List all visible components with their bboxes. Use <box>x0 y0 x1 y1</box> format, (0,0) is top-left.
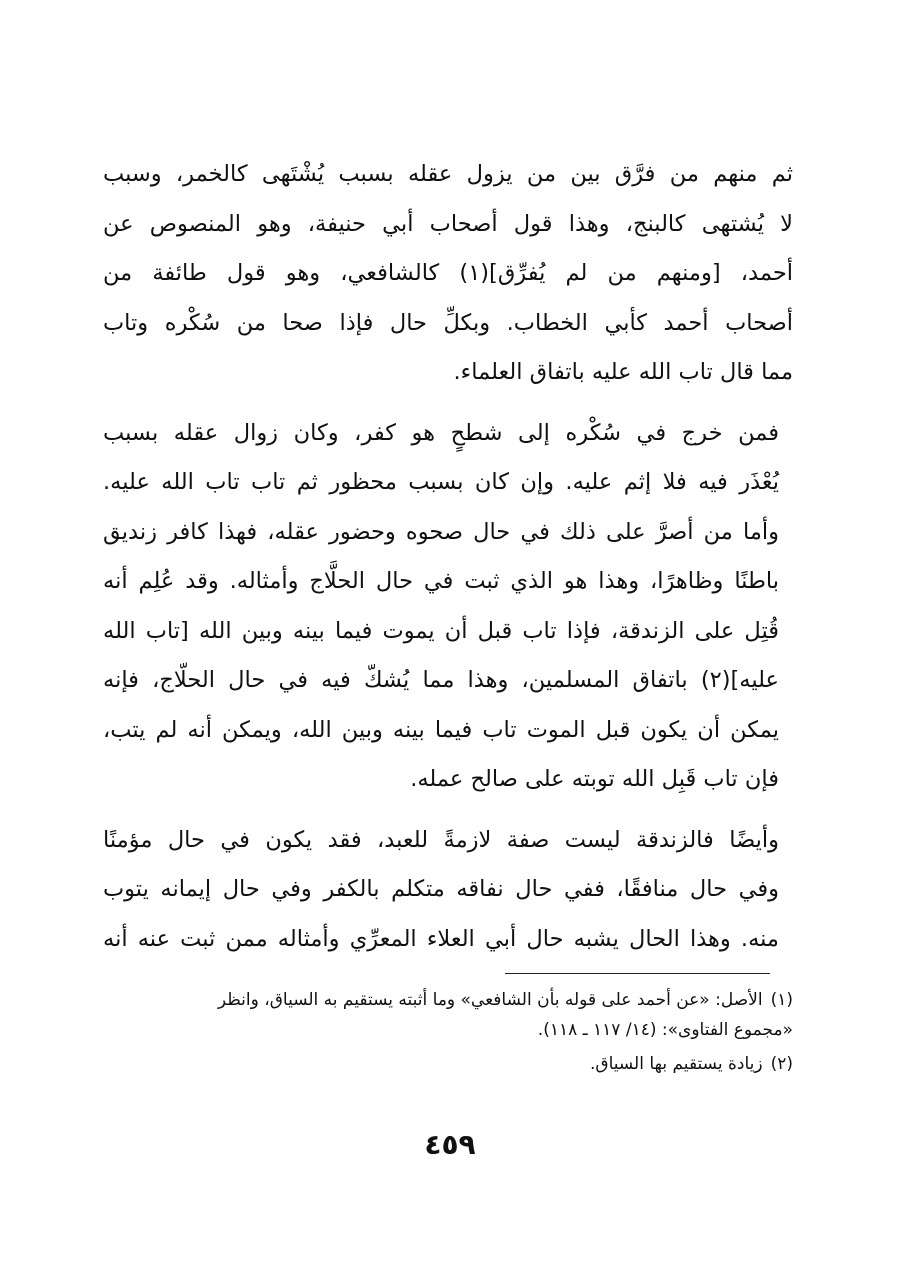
text-line: يمكن أن يكون قبل الموت تاب فيما بينه وبين الله، ويمكن أنه لم يتب، <box>103 716 779 743</box>
footnote-1 <box>103 985 793 1045</box>
text-line: وفي حال منافقًا، ففي حال نفاقه متكلم بالكفر وفي حال إيمانه يتوب <box>103 876 779 902</box>
text-line: باطنًا وظاهرًا، وهذا هو الذي ثبت في حال الحلَّاج وأمثاله. وقد عُلِم أنه <box>103 568 779 594</box>
text-line: يُعْذَر فيه فلا إثم عليه. وإن كان بسبب محظور ثم تاب تاب الله عليه. <box>103 469 779 495</box>
page-number: ٤٥٩ <box>424 1128 476 1161</box>
text-line: عليه](٢) باتفاق المسلمين، وهذا مما يُشكّ فيه في حال الحلّاج، فإنه <box>103 667 779 693</box>
footnote-text: الأصل: «عن أحمد على قوله بأن الشافعي» وما أثبته يستقيم به السياق، وانظر <box>217 990 763 1010</box>
footnote-text: زيادة يستقيم بها السياق. <box>589 1054 763 1074</box>
text-line: لا يُشتهى كالبنج، وهذا قول أصحاب أبي حنيفة، وهو المنصوص عن <box>103 210 793 237</box>
text-line: وأيضًا فالزندقة ليست صفة لازمةً للعبد، فقد يكون في حال مؤمنًا <box>103 826 779 853</box>
text-line: وأما من أصرَّ على ذلك في حال صحوه وحضور عقله، فهذا كافر زنديق <box>103 518 779 545</box>
text-line: فإن تاب قَبِل الله توبته على صالح عمله. <box>410 766 779 792</box>
text-line: مما قال تاب الله عليه باتفاق العلماء. <box>453 359 793 385</box>
footnotes <box>103 985 793 1083</box>
text-line: منه. وهذا الحال يشبه حال أبي العلاء المعرِّي وأمثاله ممن ثبت عنه أنه <box>103 925 779 952</box>
paragraph-1 <box>103 150 793 398</box>
footnote-separator <box>505 973 770 974</box>
paragraph-3 <box>103 816 793 965</box>
footnote-2 <box>103 1049 793 1079</box>
paragraph-2 <box>103 409 793 805</box>
footnote-text: «مجموع الفتاوى»: (١٤/ ١١٧ ـ ١١٨). <box>537 1020 793 1040</box>
text-line: ثم منهم من فرَّق بين من يزول عقله بسبب يُشْتَهى كالخمر، وسبب <box>103 161 793 187</box>
footnote-number: (١) <box>770 990 793 1010</box>
footnote-number: (٢) <box>770 1054 793 1074</box>
main-text <box>103 150 793 975</box>
text-line: فمن خرج في سُكْره إلى شطحٍ هو كفر، وكان زوال عقله بسبب <box>103 419 779 446</box>
text-line: أصحاب أحمد كأبي الخطاب. وبكلِّ حال فإذا صحا من سُكْره وتاب <box>103 309 793 336</box>
text-line: أحمد، [ومنهم من لم يُفرِّق](١) كالشافعي، وهو قول طائفة من <box>103 260 793 286</box>
text-line: قُتِل على الزندقة، فإذا تاب قبل أن يموت فيما بينه وبين الله [تاب الله <box>103 617 779 644</box>
